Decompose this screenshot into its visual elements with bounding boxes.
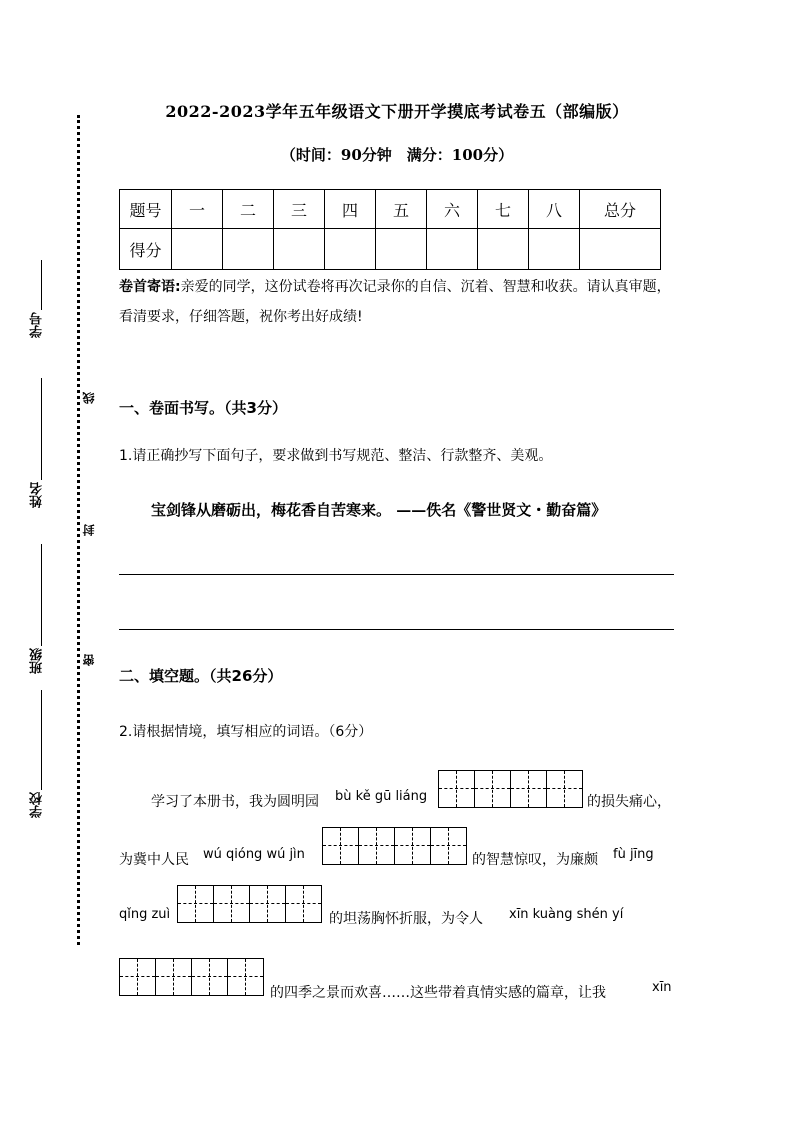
score-entry-cell[interactable]	[580, 229, 661, 270]
question-1: 1.请正确抄写下面句子，要求做到书写规范、整洁、行款整齐、美观。	[119, 448, 553, 464]
answer-grid-2[interactable]	[322, 827, 467, 865]
page-title: 2022-2023学年五年级语文下册开学摸底考试卷五（部编版）	[165, 102, 629, 121]
writing-line-2[interactable]	[119, 629, 674, 630]
class-blank	[41, 544, 42, 646]
score-table-score-row	[120, 229, 661, 270]
table-cell: 七	[478, 190, 529, 229]
section2-title: 二、填空题。（共26分）	[119, 667, 283, 685]
score-entry-cell[interactable]	[223, 229, 274, 270]
question-2: 2.请根据情境，填写相应的词语。（6分）	[119, 724, 373, 740]
close-char: 密	[82, 654, 96, 666]
pinyin-4: xīn kuàng shén yí	[509, 907, 624, 922]
score-entry-cell[interactable]	[274, 229, 325, 270]
answer-grid-3[interactable]	[177, 885, 322, 923]
school-label: 学校	[30, 792, 45, 818]
pinyin-5: xīn	[652, 980, 672, 995]
table-cell: 三	[274, 190, 325, 229]
line2-text-after: 的智慧惊叹，为廉颇	[472, 852, 598, 868]
section1-title: 一、卷面书写。（共3分）	[119, 399, 287, 417]
table-cell: 四	[325, 190, 376, 229]
intro-label: 卷首寄语:	[119, 279, 181, 295]
pinyin-2: wú qióng wú jìn	[203, 847, 305, 862]
table-cell: 题号	[120, 190, 172, 229]
table-cell: 一	[172, 190, 223, 229]
table-cell: 二	[223, 190, 274, 229]
score-entry-cell[interactable]	[529, 229, 580, 270]
line1-text-before: 学习了本册书，我为圆明园	[151, 794, 319, 810]
line-char: 线	[82, 392, 96, 404]
table-cell: 六	[427, 190, 478, 229]
pinyin-1: bù kě gū liáng	[335, 789, 428, 804]
table-cell: 得分	[120, 229, 172, 270]
score-entry-cell[interactable]	[325, 229, 376, 270]
answer-grid-1[interactable]	[438, 770, 583, 808]
line2-text-before: 为冀中人民	[119, 852, 189, 868]
seal-char: 封	[82, 524, 96, 536]
class-label: 班级	[30, 648, 45, 674]
writing-line-1[interactable]	[119, 574, 674, 575]
student-id-label: 学号	[30, 312, 45, 338]
answer-grid-4[interactable]	[119, 958, 264, 996]
score-entry-cell[interactable]	[478, 229, 529, 270]
page-subtitle: （时间：90分钟 满分：100分）	[280, 146, 514, 164]
student-id-blank	[41, 260, 42, 310]
pinyin-3b: qǐng zuì	[119, 907, 171, 922]
table-cell: 八	[529, 190, 580, 229]
score-entry-cell[interactable]	[172, 229, 223, 270]
score-entry-cell[interactable]	[376, 229, 427, 270]
table-cell: 五	[376, 190, 427, 229]
intro-message	[119, 272, 679, 332]
intro-text: 亲爱的同学，这份试卷将再次记录你的自信、沉着、智慧和收获。请认真审题，看清要求，仔细答题，祝你考出好成绩!	[119, 279, 671, 325]
name-blank	[41, 378, 42, 480]
line1-text-after: 的损失痛心，	[587, 794, 671, 810]
table-cell: 总分	[580, 190, 661, 229]
school-blank	[41, 690, 42, 790]
line3-text: 的坦荡胸怀折服，为令人	[329, 911, 483, 927]
score-table	[119, 189, 661, 270]
copy-quote: 宝剑锋从磨砺出，梅花香自苦寒来。 ——佚名《警世贤文・勤奋篇》	[151, 501, 607, 519]
line4-text: 的四季之景而欢喜……这些带着真情实感的篇章，让我	[270, 985, 606, 1001]
name-label: 姓名	[30, 482, 45, 508]
pinyin-3a: fù jīng	[613, 847, 654, 862]
score-table-header-row	[120, 190, 661, 229]
score-entry-cell[interactable]	[427, 229, 478, 270]
